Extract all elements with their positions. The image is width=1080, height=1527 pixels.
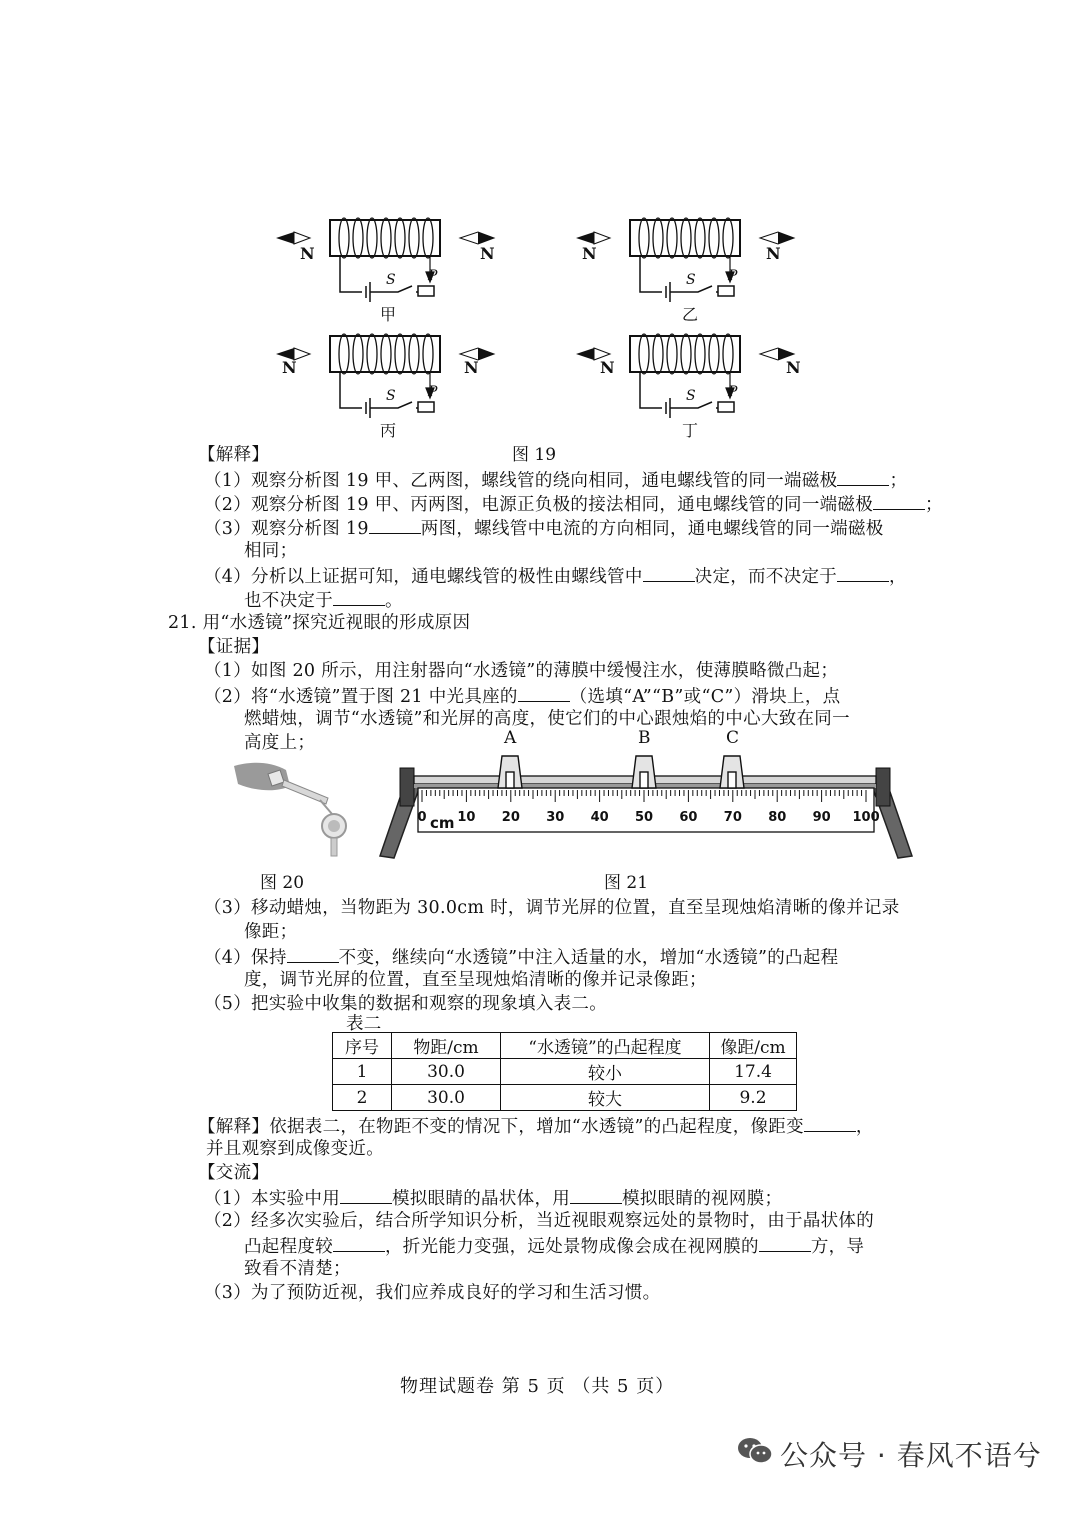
- scale-tick-label: 100: [852, 810, 880, 825]
- q21-s2-text-a: （2）将“水透镜”置于图 21 中光具座的: [204, 687, 518, 707]
- fig19-p-jia: P: [428, 268, 438, 284]
- q21-x2-text-b: 凸起程度较: [244, 1237, 333, 1257]
- table-cell: 1: [333, 1059, 392, 1085]
- figure-20-syringe: [228, 756, 358, 866]
- q20-e4-text-d: 也不决定于: [244, 591, 333, 611]
- scale-tick-label: 40: [590, 810, 609, 825]
- punct: ，: [855, 1117, 874, 1137]
- fig19-n-right-ding: N: [786, 358, 801, 377]
- q21-x1-text-c: 模拟眼睛的视网膜；: [622, 1189, 783, 1209]
- blank[interactable]: [369, 515, 421, 534]
- scale-tick-label: 0: [417, 810, 427, 825]
- fig19-n-right-bing: N: [464, 358, 479, 377]
- table2: [332, 1032, 797, 1111]
- q21-s3: （3）移动蜡烛，当物距为 30.0cm 时，调节光屏的位置，直至呈现烛焰清晰的像并记录: [204, 898, 900, 918]
- scale-tick-label: 60: [679, 810, 698, 825]
- punct: ；: [925, 495, 943, 515]
- fig19-n-left-yi: N: [582, 244, 597, 263]
- slider-b-label: B: [638, 728, 651, 748]
- q20-e4-text-b: 决定，而不决定于: [694, 567, 838, 587]
- watermark-text: 公众号 · 春风不语兮: [780, 1439, 1042, 1472]
- blank[interactable]: [340, 1185, 392, 1204]
- table-header-cell: 物距/cm: [392, 1033, 501, 1059]
- fig21-caption: 图 21: [604, 873, 649, 893]
- blank[interactable]: [759, 1233, 811, 1252]
- fig19-n-right-jia: N: [480, 244, 495, 263]
- q20-e4-text-a: （4）分析以上证据可知，通电螺线管的极性由螺线管中: [204, 567, 643, 587]
- q20-e3-text-a: （3）观察分析图 19: [204, 519, 369, 539]
- scale-tick-label: 10: [457, 810, 476, 825]
- fig19-s-jia: S: [386, 272, 396, 288]
- scale-tick-label: 20: [501, 810, 520, 825]
- figure-19: [270, 210, 830, 440]
- fig19-s-bing: S: [386, 388, 396, 404]
- scale-tick-label: 70: [723, 810, 742, 825]
- q21-x3: （3）为了预防近视，我们应养成良好的学习和生活习惯。: [204, 1283, 661, 1303]
- q20-e3-cont: 相同；: [244, 541, 298, 561]
- fig19-s-ding: S: [686, 388, 696, 404]
- q20-e1: [204, 467, 907, 493]
- q21-s2-text-b: （选填“A”“B”或“C”）滑块上，点: [569, 687, 841, 707]
- q21-x2-text-c: ，折光能力变强，远处景物成像会成在视网膜的: [385, 1237, 759, 1257]
- q20-e3: [204, 515, 884, 541]
- fig20-caption: 图 20: [260, 873, 305, 893]
- slider-a-label: A: [504, 728, 517, 748]
- q21-x1-text-a: （1）本实验中用: [204, 1189, 341, 1209]
- q21-s3-cont: 像距；: [244, 922, 298, 942]
- table-cell: 17.4: [710, 1059, 797, 1085]
- table2-title: 表二: [346, 1014, 382, 1034]
- q21-explain-text-a: 【解释】依据表二，在物距不变的情况下，增加“水透镜”的凸起程度，像距变: [198, 1117, 804, 1137]
- table-cell: 较大: [501, 1085, 710, 1111]
- q21-evidence-heading: 【证据】: [198, 637, 270, 657]
- q20-e3-text-b: 两图，螺线管中电流的方向相同，通电螺线管的同一端磁极: [420, 519, 884, 539]
- blank[interactable]: [518, 683, 570, 702]
- scale-tick-label: 80: [768, 810, 787, 825]
- q20-e2: [204, 491, 943, 517]
- q21-s4-text-b: 不变，继续向“水透镜”中注入适量的水，增加“水透镜”的凸起程: [338, 948, 839, 968]
- q21-s4: [204, 944, 838, 970]
- punct: ，: [889, 567, 907, 587]
- page-footer: 物理试题卷 第 5 页 （共 5 页）: [400, 1376, 675, 1397]
- q21-s2-cont1: 燃蜡烛，调节“水透镜”和光屏的高度，使它们的中心跟烛焰的中心大致在同一: [244, 709, 850, 729]
- fig19-p-bing: P: [428, 384, 438, 400]
- fig19-p-yi: P: [728, 268, 738, 284]
- fig19-s-yi: S: [686, 272, 696, 288]
- q21-explain: [198, 1113, 874, 1139]
- fig19-panel-yi: 乙: [682, 305, 699, 324]
- blank[interactable]: [333, 1233, 385, 1252]
- table-header-row: [333, 1033, 797, 1059]
- fig19-n-left-ding: N: [600, 358, 615, 377]
- q21-s5: （5）把实验中收集的数据和观察的现象填入表二。: [204, 994, 608, 1014]
- q20-e4: [204, 563, 907, 589]
- fig19-p-ding: P: [728, 384, 738, 400]
- blank[interactable]: [837, 563, 889, 582]
- q21-s2: [204, 683, 840, 709]
- fig19-n-right-yi: N: [766, 244, 781, 263]
- blank[interactable]: [804, 1113, 856, 1132]
- q21-x1-text-b: 模拟眼睛的晶状体，用: [392, 1189, 571, 1209]
- table-row: [333, 1085, 797, 1111]
- scale-tick-label: 30: [546, 810, 565, 825]
- q21-x2-cont2: 致看不清楚；: [244, 1259, 351, 1279]
- fig19-caption: 图 19: [512, 445, 557, 465]
- scale-tick-label: 90: [812, 810, 831, 825]
- fig19-panel-bing: 丙: [380, 421, 397, 440]
- q21-x2-cont: [244, 1233, 864, 1259]
- table-cell: 2: [333, 1085, 392, 1111]
- blank[interactable]: [287, 944, 339, 963]
- q21-s4-cont: 度，调节光屏的位置，直至呈现烛焰清晰的像并记录像距；: [244, 970, 707, 990]
- table-header-cell: 像距/cm: [710, 1033, 797, 1059]
- table-cell: 较小: [501, 1059, 710, 1085]
- table-header-cell: 序号: [333, 1033, 392, 1059]
- table-row: [333, 1059, 797, 1085]
- blank[interactable]: [643, 563, 695, 582]
- scale-tick-label: 50: [635, 810, 654, 825]
- table-cell: 30.0: [392, 1059, 501, 1085]
- q21-s1: （1）如图 20 所示，用注射器向“水透镜”的薄膜中缓慢注水，使薄膜略微凸起；: [204, 661, 839, 681]
- q21-x2: （2）经多次实验后，结合所学知识分析，当近视眼观察远处的景物时，由于晶状体的: [204, 1211, 875, 1231]
- table-cell: 30.0: [392, 1085, 501, 1111]
- table-header-cell: “水透镜”的凸起程度: [501, 1033, 710, 1059]
- q21-explain-cont: 并且观察到成像变近。: [206, 1139, 384, 1159]
- fig19-n-left-jia: N: [300, 244, 315, 263]
- slider-c-label: C: [726, 728, 740, 748]
- fig19-n-left-bing: N: [282, 358, 297, 377]
- bench-unit-label: cm: [430, 814, 455, 832]
- fig19-panel-jia: 甲: [380, 305, 397, 324]
- q20-explain-heading: 【解释】: [198, 445, 270, 465]
- punct: ；: [889, 471, 908, 491]
- fig19-panel-ding: 丁: [682, 421, 699, 440]
- q21-s2-cont2: 高度上；: [244, 733, 316, 753]
- q21-s4-text-a: （4）保持: [204, 948, 287, 968]
- wechat-icon: [736, 1436, 774, 1466]
- blank[interactable]: [873, 491, 925, 510]
- q21-x1: [204, 1185, 782, 1211]
- blank[interactable]: [837, 467, 889, 486]
- q21-title: 21. 用“水透镜”探究近视眼的形成原因: [168, 613, 471, 633]
- blank[interactable]: [570, 1185, 622, 1204]
- blank[interactable]: [333, 587, 385, 606]
- q20-e4-cont: [244, 587, 403, 613]
- punct: 。: [385, 591, 403, 611]
- q21-exchange-heading: 【交流】: [198, 1163, 270, 1183]
- table-cell: 9.2: [710, 1085, 797, 1111]
- q21-x2-text-d: 方，导: [810, 1237, 865, 1257]
- q20-e1-text: （1）观察分析图 19 甲、乙两图，螺线管的绕向相同，通电螺线管的同一端磁极: [204, 471, 838, 491]
- q20-e2-text: （2）观察分析图 19 甲、丙两图，电源正负极的接法相同，通电螺线管的同一端磁极: [204, 495, 874, 515]
